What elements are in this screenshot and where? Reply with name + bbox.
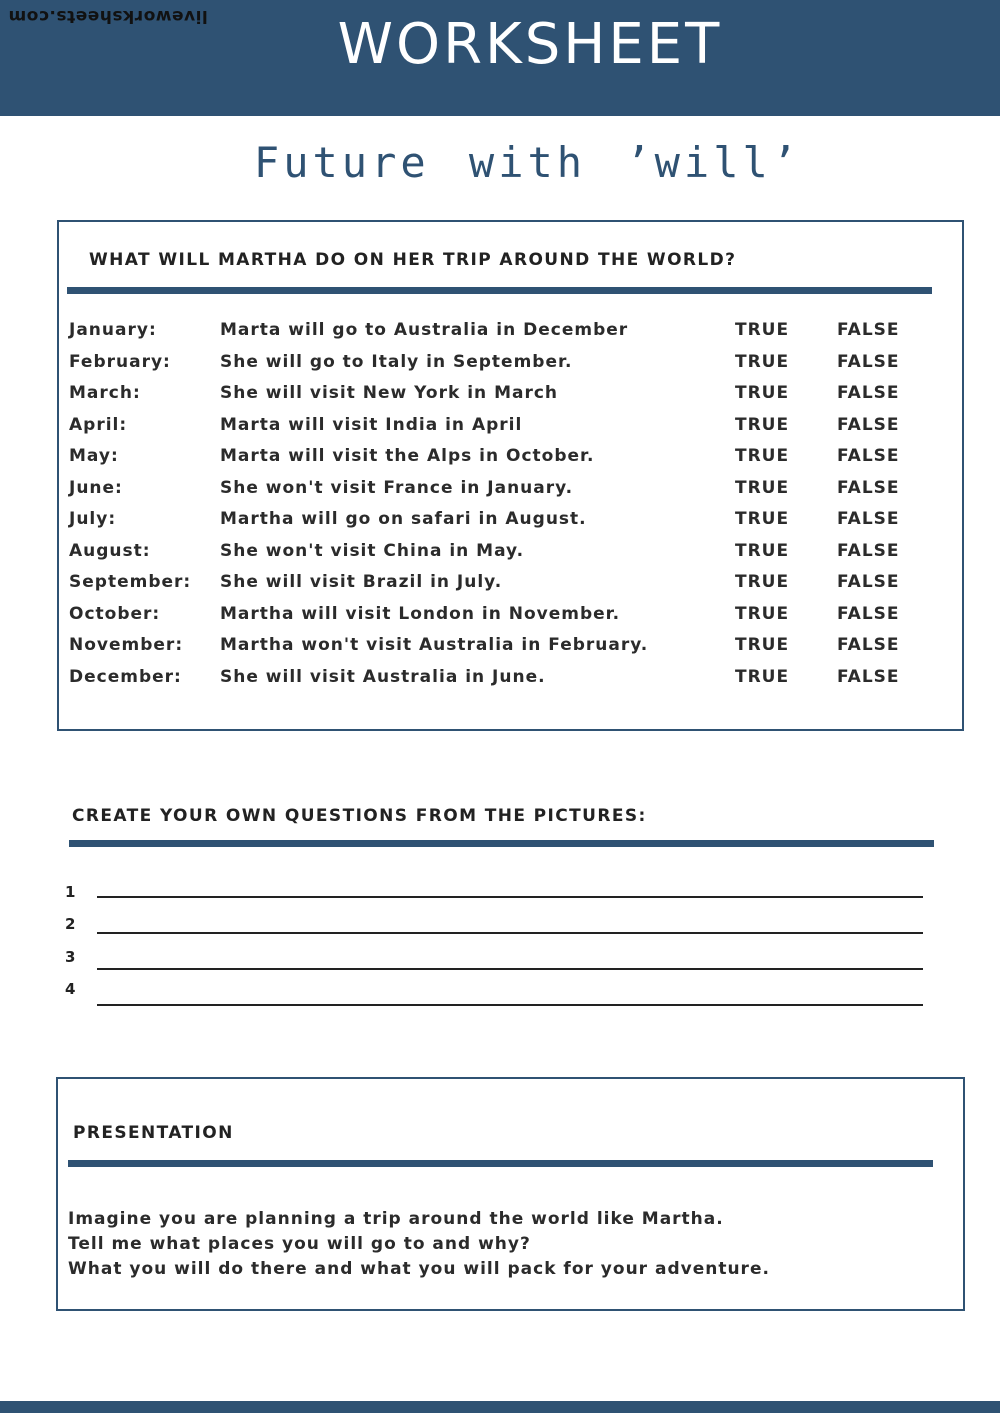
- statement-text: She will visit New York in March: [220, 383, 559, 403]
- instruction-line: Tell me what places you will go to and why?: [68, 1234, 531, 1254]
- true-option[interactable]: TRUE: [735, 666, 790, 687]
- section-title-presentation: PRESENTATION: [73, 1123, 234, 1143]
- month-label: July:: [69, 509, 117, 529]
- statement-row: [69, 446, 949, 470]
- section-title-trip: WHAT WILL MARTHA DO ON HER TRIP AROUND THE WORLD?: [89, 250, 737, 270]
- presentation-instructions: [68, 1207, 948, 1282]
- answer-line-3[interactable]: [97, 968, 923, 970]
- true-option[interactable]: TRUE: [735, 320, 790, 340]
- page-title: WORKSHEET: [337, 12, 723, 77]
- month-label: March:: [69, 383, 141, 403]
- watermark: liveworksheets.com: [8, 6, 208, 26]
- statement-row: [69, 509, 949, 533]
- true-option[interactable]: TRUE: [735, 414, 790, 435]
- false-option[interactable]: FALSE: [837, 446, 900, 466]
- false-option[interactable]: FALSE: [837, 477, 900, 498]
- answer-line-2[interactable]: [97, 932, 923, 934]
- footer-bar: [0, 1401, 1000, 1413]
- false-option[interactable]: FALSE: [837, 540, 900, 561]
- page-subtitle: Future with ’will’: [253, 138, 802, 187]
- section-divider: [67, 287, 932, 294]
- statement-row: [69, 320, 949, 344]
- line-number: 3: [65, 948, 76, 966]
- false-option[interactable]: FALSE: [837, 383, 900, 403]
- statement-text: She will visit Australia in June.: [220, 666, 546, 687]
- statement-text: Martha won't visit Australia in February.: [220, 635, 649, 655]
- statement-text: Martha will visit London in November.: [220, 603, 621, 624]
- true-option[interactable]: TRUE: [735, 603, 790, 624]
- true-option[interactable]: TRUE: [735, 383, 790, 403]
- false-option[interactable]: FALSE: [837, 320, 900, 340]
- month-label: January:: [69, 320, 157, 340]
- month-label: October:: [69, 603, 161, 624]
- statement-row: [69, 352, 949, 376]
- month-label: February:: [69, 351, 171, 372]
- statement-text: Marta will go to Australia in December: [220, 320, 629, 340]
- section-title-questions: CREATE YOUR OWN QUESTIONS FROM THE PICTURES:: [72, 806, 647, 826]
- statement-row: [69, 415, 949, 439]
- month-label: April:: [69, 414, 128, 435]
- statement-text: Martha will go on safari in August.: [220, 509, 587, 529]
- false-option[interactable]: FALSE: [837, 666, 900, 687]
- month-label: December:: [69, 666, 182, 687]
- true-option[interactable]: TRUE: [735, 509, 790, 529]
- statement-row: [69, 604, 949, 628]
- month-label: May:: [69, 446, 119, 466]
- true-option[interactable]: TRUE: [735, 540, 790, 561]
- statement-text: She won't visit China in May.: [220, 540, 525, 561]
- statement-row: [69, 383, 949, 407]
- line-number: 2: [65, 915, 76, 933]
- false-option[interactable]: FALSE: [837, 635, 900, 655]
- statement-row: [69, 572, 949, 596]
- line-number: 1: [65, 883, 76, 901]
- answer-line-1[interactable]: [97, 896, 923, 898]
- true-option[interactable]: TRUE: [735, 572, 790, 592]
- section-divider: [68, 1160, 933, 1167]
- false-option[interactable]: FALSE: [837, 414, 900, 435]
- false-option[interactable]: FALSE: [837, 351, 900, 372]
- line-number: 4: [65, 980, 76, 998]
- false-option[interactable]: FALSE: [837, 603, 900, 624]
- true-option[interactable]: TRUE: [735, 477, 790, 498]
- month-label: June:: [69, 477, 123, 498]
- statement-row: [69, 667, 949, 691]
- statement-text: Marta will visit India in April: [220, 414, 523, 435]
- answer-line-4[interactable]: [97, 1004, 923, 1006]
- month-label: August:: [69, 540, 151, 561]
- instruction-line: Imagine you are planning a trip around the world like Martha.: [68, 1209, 724, 1229]
- month-label: September:: [69, 572, 192, 592]
- statement-row: [69, 541, 949, 565]
- true-option[interactable]: TRUE: [735, 635, 790, 655]
- true-option[interactable]: TRUE: [735, 446, 790, 466]
- statement-text: She won't visit France in January.: [220, 477, 574, 498]
- month-label: November:: [69, 635, 184, 655]
- false-option[interactable]: FALSE: [837, 572, 900, 592]
- header-bar: [0, 0, 1000, 116]
- statement-text: Marta will visit the Alps in October.: [220, 446, 595, 466]
- statement-row: [69, 478, 949, 502]
- false-option[interactable]: FALSE: [837, 509, 900, 529]
- true-option[interactable]: TRUE: [735, 351, 790, 372]
- section-divider: [69, 840, 934, 847]
- instruction-line: What you will do there and what you will pack for your adventure.: [68, 1259, 770, 1279]
- statement-text: She will go to Italy in September.: [220, 351, 573, 372]
- statement-row: [69, 635, 949, 659]
- statement-text: She will visit Brazil in July.: [220, 572, 503, 592]
